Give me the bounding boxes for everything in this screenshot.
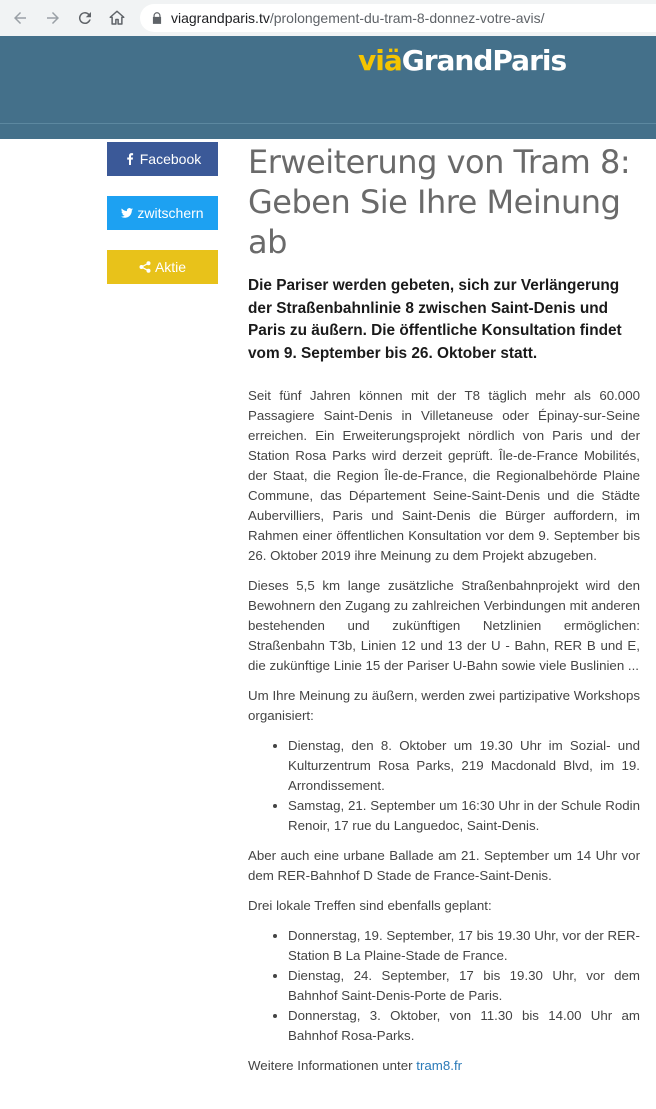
site-header [0,36,656,139]
meetings-list [288,926,640,1046]
twitter-share-button[interactable] [107,196,218,230]
home-icon [108,9,126,27]
list-item: • Donnerstag, 19. September, 17 bis 19.30 Uhr, vor der RER-Station B La Plaine-Stade de France. [288,926,640,966]
browser-toolbar [0,0,656,36]
share-label: Aktie [154,259,187,275]
url-domain: viagrandparis.tv [171,10,270,26]
reload-button[interactable] [73,6,97,30]
site-logo[interactable] [358,44,566,77]
share-icon [139,261,151,273]
paragraph-more-info [248,1056,640,1076]
facebook-label: Facebook [139,151,202,167]
logo-via: viä [358,44,402,77]
home-button[interactable] [105,6,129,30]
address-bar[interactable] [140,4,656,32]
paragraph-connections: Dieses 5,5 km lange zusätzliche Straßenbahnprojekt wird den Bewohnern den Zugang zu zahlreichen Verbindungen mit anderen bestehenden und zukünftigen Netzlinien ermöglichen: Straßenbahn T3b, Linien 12 und 13 der U - Bahn, RER B und E, die zukünftige Linie 15 der Pariser U-Bahn sowie viele Buslinien ... [248,578,640,673]
facebook-icon [124,153,136,165]
lock-icon [150,11,164,25]
arrow-right-icon [44,9,62,27]
workshops-list [288,736,640,836]
facebook-share-button[interactable] [107,142,218,176]
paragraph-workshops-intro: Um Ihre Meinung zu äußern, werden zwei partizipative Workshops organisiert: [248,688,640,723]
url-text [171,10,545,26]
tram8-link[interactable]: tram8.fr [416,1058,463,1073]
share-button[interactable] [107,250,218,284]
list-item: • Dienstag, den 8. Oktober um 19.30 Uhr im Sozial- und Kulturzentrum Rosa Parks, 219 Macdonald Blvd, im 19. Arrondissement. [288,736,640,796]
article [248,142,640,1086]
twitter-label: zwitschern [137,205,204,221]
logo-grandparis: GrandParis [401,44,567,77]
back-button[interactable] [8,6,32,30]
twitter-icon [121,207,133,219]
paragraph-intro: Seit fünf Jahren können mit der T8 täglich mehr als 60.000 Passagiere Saint-Denis in Villetaneuse oder Épinay-sur-Seine erreichen. Ein Erweiterungsprojekt nördlich von Paris und der Station Rosa Parks wird derzeit geprüft. Île-de-France Mobilités, der Staat, die Region Île-de-France, die Regionalbehörde Plaine Commune, das Département Seine-Saint-Denis und die Städte Aubervilliers, Paris und Saint-Denis die Bürger auffordern, im Rahmen einer öffentlichen Konsultation vor dem 9. September bis 26. Oktober 2019 ihre Meinung zu dem Projekt abzugeben. [248,388,640,563]
more-info-text: Weitere Informationen unter [248,1058,413,1073]
list-item: • Samstag, 21. September um 16:30 Uhr in der Schule Rodin Renoir, 17 rue du Languedoc, Saint-Denis. [288,796,640,836]
arrow-left-icon [11,9,29,27]
header-divider [0,123,656,124]
paragraph-meetings-intro: Drei lokale Treffen sind ebenfalls geplant: [248,898,492,913]
article-lead: Die Pariser werden gebeten, sich zur Verlängerung der Straßenbahnlinie 8 zwischen Saint-Denis und Paris zu äußern. Die öffentliche Konsultation findet vom 9. September bis 26. Oktober statt. [248,277,622,362]
list-item: • Donnerstag, 3. Oktober, von 11.30 bis 14.00 Uhr am Bahnhof Rosa-Parks. [288,1006,640,1046]
article-body [248,386,640,1076]
url-path: /prolongement-du-tram-8-donnez-votre-avis/ [269,10,545,26]
forward-button[interactable] [41,6,65,30]
article-title: Erweiterung von Tram 8: Geben Sie Ihre Meinung ab [248,143,631,261]
list-item: • Dienstag, 24. September, 17 bis 19.30 Uhr, vor dem Bahnhof Saint-Denis-Porte de Paris. [288,966,640,1006]
paragraph-ballade: Aber auch eine urbane Ballade am 21. September um 14 Uhr vor dem RER-Bahnhof D Stade de France-Saint-Denis. [248,848,640,883]
reload-icon [76,9,94,27]
